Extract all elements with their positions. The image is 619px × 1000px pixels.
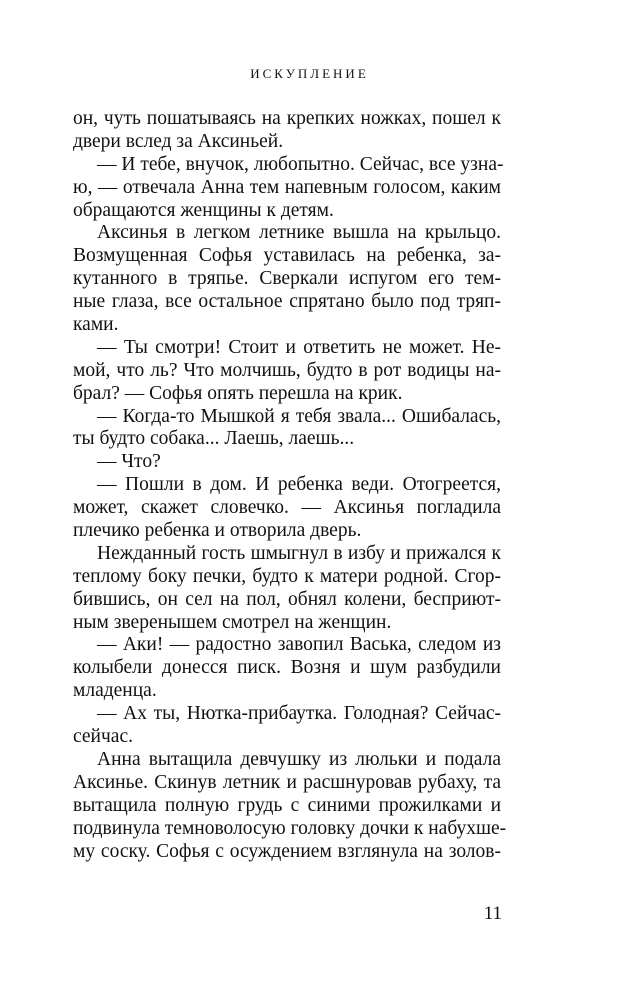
text-line: ками.	[73, 314, 119, 336]
text-line: кутанного в тряпье. Сверкали испугом его тем-	[73, 268, 501, 290]
text-line: — Ах ты, Нютка-прибаутка. Голодная? Сейчас-	[97, 703, 501, 725]
text-line: ным зверенышем смотрел на женщин.	[73, 611, 392, 633]
text-line: сейчас.	[73, 726, 133, 748]
text-line: Аксинья в легком летнике вышла на крыльцо.	[97, 222, 501, 244]
text-line: — Пошли в дом. И ребенка веди. Отогреется,	[97, 474, 501, 496]
text-line: Аксинье. Скинув летник и расшнуровав рубаху, та	[73, 771, 501, 793]
text-line: — Что?	[97, 451, 161, 473]
text-line: — Ты смотри! Стоит и ответить не может. Не-	[97, 336, 501, 358]
text-line: — Когда-то Мышкой я тебя звала... Ошибалась,	[97, 405, 501, 427]
text-line: обращаются женщины к детям.	[73, 199, 334, 221]
text-line: вытащила полную грудь с синими прожилками и	[73, 794, 501, 816]
text-line: Анна вытащила девчушку из люльки и подала	[97, 748, 501, 770]
text-line: Возмущенная Софья уставилась на ребенка, за-	[73, 245, 501, 267]
text-line: колыбели донесся писк. Возня и шум разбудили	[73, 657, 501, 679]
text-line: Нежданный гость шмыгнул в избу и прижался к	[97, 542, 501, 564]
text-line: может, скажет словечко. — Аксинья погладила	[73, 497, 501, 519]
text-line: мой, что ль? Что молчишь, будто в рот водицы на-	[73, 359, 501, 381]
text-line: плечико ребенка и отворила дверь.	[73, 520, 362, 542]
text-line: — И тебе, внучок, любопытно. Сейчас, все узна-	[97, 153, 504, 175]
text-line: подвинула темноволосую головку дочки к набухше-	[73, 817, 507, 839]
text-line: брал? — Софья опять перешла на крик.	[73, 382, 403, 404]
text-line: ные глаза, все остальное спрятано было под тряп-	[73, 291, 501, 313]
text-line: му соску. Софья с осуждением взглянула на золов-	[73, 840, 501, 862]
text-line: — Аки! — радостно завопил Васька, следом из	[97, 634, 501, 656]
text-line: ты будто собака... Лаешь, лаешь...	[73, 428, 355, 450]
text-line: он, чуть пошатываясь на крепких ножках, пошел к	[73, 108, 501, 129]
text-line: двери вслед за Аксиньей.	[73, 130, 284, 152]
text-line: бившись, он сел на пол, обнял колени, бесприют-	[73, 588, 501, 610]
text-line: младенца.	[73, 680, 157, 702]
text-line: ю, — отвечала Анна тем напевным голосом, каким	[73, 176, 501, 198]
page-number: 11	[483, 903, 502, 924]
body-text	[73, 108, 507, 863]
running-header: ИСКУПЛЕНИЕ	[250, 66, 369, 81]
text-line: теплому боку печки, будто к матери родной. Сгор-	[73, 565, 501, 587]
